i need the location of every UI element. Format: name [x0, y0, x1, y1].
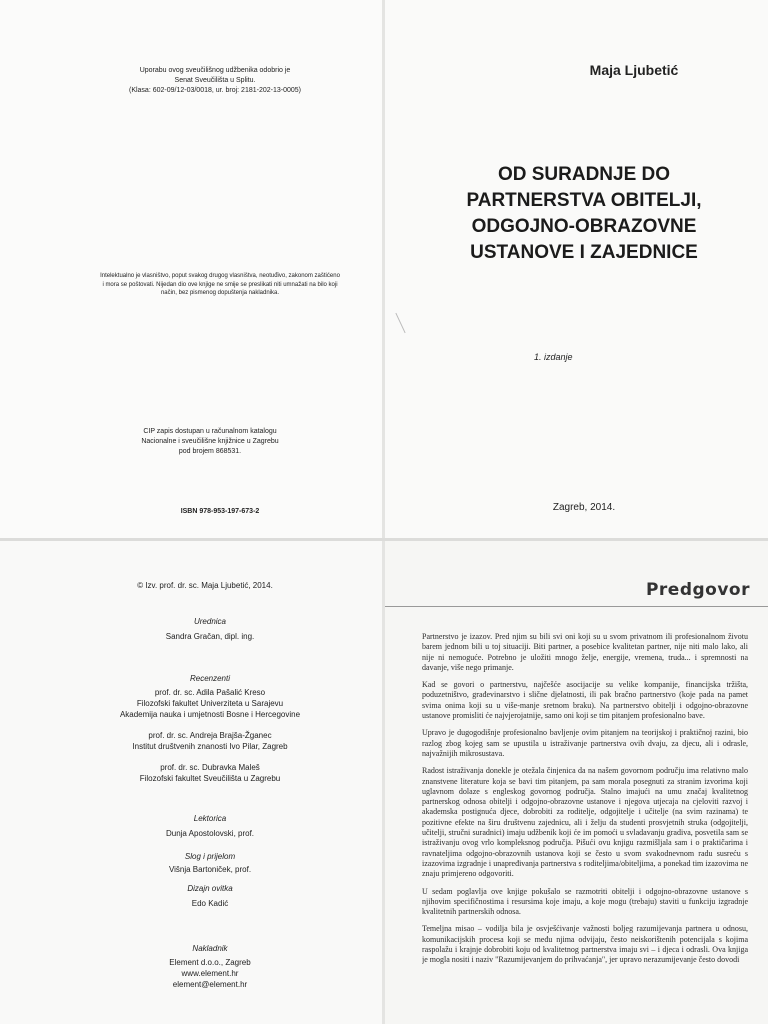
scan-mark [395, 313, 405, 333]
approval-line: (Klasa: 602-09/12-03/0018, ur. broj: 2181-202-13-0005) [128, 87, 301, 94]
reviewer-name: prof. dr. sc. Andreja Brajša-Žganec [148, 731, 272, 740]
author-name: Maja Ljubetić [589, 62, 679, 78]
copyright-page-top [0, 0, 384, 540]
cover-label: Dizajn ovitka [187, 884, 233, 893]
approval-line: Senat Sveučilišta u Splitu. [174, 77, 256, 84]
foreword-heading: Predgovor [645, 580, 750, 600]
title-page [384, 0, 768, 540]
copyright-holder: © Izv. prof. dr. sc. Maja Ljubetić, 2014. [137, 581, 273, 590]
title-line: PARTNERSTVA OBITELJI, [466, 190, 702, 211]
cip-line: CIP zapis dostupan u računalnom katalogu [143, 428, 277, 435]
layout-label: Slog i prijelom [184, 852, 236, 861]
page-gutter [382, 0, 385, 1024]
reviewer-affiliation: Akademija nauka i umjetnosti Bosne i Hercegovine [119, 710, 301, 719]
publisher-label: Nakladnik [192, 944, 228, 953]
title-line: OD SURADNJE DO [497, 164, 671, 185]
cover-block [110, 883, 310, 909]
reviewer-affiliation: Filozofski fakultet Univerziteta u Sarajevu [136, 699, 284, 708]
approval-line: Uporabu ovog sveučilišnog udžbenika odobrio je [139, 67, 291, 74]
reviewer-2 [70, 730, 350, 752]
reviewer-affiliation: Institut društvenih znanosti Ivo Pilar, Zagreb [132, 742, 288, 751]
place-year: Zagreb, 2014. [552, 502, 616, 513]
foreword-body [422, 632, 748, 966]
publisher-name: Element d.o.o., Zagreb [169, 958, 251, 967]
title-line: ODGOJNO-OBRAZOVNE [471, 216, 697, 237]
cip-line: Nacionalne i sveučilišne knjižnice u Zagrebu [141, 438, 279, 445]
proofreader-label: Lektorica [193, 814, 227, 823]
imprint-page [0, 540, 384, 1024]
reviewers-block [70, 673, 350, 784]
foreword-paragraph: Radost istraživanja donekle je otežala činjenica da na našem govornom području ima relativno malo znanstvene literature koja se bavi tim pitanjem, pa sam morala posegnuti za stranim izvorima koji uglavnom dolaze s engleskog govornog područja. Stalno imajući na umu značaj kvalitetnog partnerskog odnosa obitelji i odgojno-obrazovne ustanove i njegova utjecaja na cjeloviti razvoj i akademska postignuća djece, dobrobiti za roditelje, odgojitelje i učitelje (na svim razinama) te pozitivne efekte na širu društvenu zajednicu, ali i želju da studenti prosvjetnih struka (odgojitelji, učitelji, stručni suradnici) imaju udžbenik koji će im pomoći u svladavanju gradiva, posvetila sam se istraživanju ovog vrlo kompleksnog područja. Pišući ovu knjigu razmišljala sam i o praktičarima i ravnateljima odgojno-obrazovnih ustanova koji se često u svom svakodnevnom radu susreću s izazovima izgradnje i unapređivanja partnerstva s roditeljima/obiteljima, a ponekad tim izazovima ne znaju primjereno odgovoriti. [422, 766, 748, 879]
layout-designer: Višnja Bartoniček, prof. [168, 865, 252, 874]
copyright-line: i mora se poštovati. Nijedan dio ove knjige ne smije se preslikati niti umnažati na bilo koji [102, 281, 338, 288]
title-line: USTANOVE I ZAJEDNICE [470, 242, 698, 263]
publisher-email: element@element.hr [172, 980, 248, 989]
cip-line: pod brojem 868531. [178, 448, 242, 455]
proofreader: Dunja Apostolovski, prof. [165, 829, 255, 838]
editor-block [110, 616, 310, 642]
edition: 1. izdanje [534, 352, 573, 362]
book-title [419, 162, 749, 266]
cover-designer: Edo Kadić [191, 899, 229, 908]
scan-divider [0, 538, 768, 541]
foreword-paragraph: Upravo je dugogodišnje profesionalno bavljenje ovim pitanjem na teorijskoj i praktičnoj razini, bio razlog zbog kojeg sam se upustila u istraživanje partnerstva ovih dvaju, za djecu, ali i odrasle, najvažnijih mikrosustava. [422, 728, 748, 758]
foreword-page [384, 540, 768, 1024]
approval-note [100, 66, 330, 96]
reviewer-affiliation: Filozofski fakultet Sveučilišta u Zagrebu [139, 774, 281, 783]
publisher-block [110, 943, 310, 990]
publisher-website: www.element.hr [181, 969, 239, 978]
isbn: ISBN 978-953-197-673-2 [180, 508, 260, 515]
reviewers-label: Recenzenti [189, 674, 231, 683]
layout-block [110, 851, 310, 875]
copyright-line: Intelektualno je vlasništvo, poput svakog drugog vlasništva, neotuđivo, zakonom zaštićeno [100, 273, 340, 279]
foreword-paragraph: U sedam poglavlja ove knjige pokušalo se razmotriti obitelji i odgojno-obrazovne ustanove s njihovim specifičnostima i resursima koje imaju, a koje mogu (trebaju) staviti u funkciju izgradnje kvalitetnih partnerskih odnosa. [422, 886, 748, 917]
foreword-paragraph: Temeljna misao – vodilja bila je osvješćivanje važnosti boljeg razumijevanja partnera u odnosu, komunikacijskih procesa koji se među njima odvijaju, često neiskorištenih potencijala s kojima raspolažu i krajnje dobrobiti koju od kvalitetnog partnerstva imaju svi – i djeca i odrasli. Ova knjiga je mogla nositi i naziv "Razumijevanjem do prihvaćanja", jer upravo nerazumijevanje često dovodi [422, 924, 748, 965]
reviewer-3 [70, 762, 350, 784]
cip-note [110, 427, 310, 457]
reviewer-name: prof. dr. sc. Adila Pašalić Kreso [154, 688, 266, 697]
copyright-line: način, bez pismenog dopuštenja nakladnika. [160, 290, 280, 296]
foreword-header [384, 578, 768, 607]
reviewer-name: prof. dr. sc. Dubravka Maleš [160, 763, 260, 772]
proofreader-block [110, 813, 310, 839]
reviewer-1 [70, 687, 350, 720]
foreword-paragraph: Partnerstvo je izazov. Pred njim su bili svi oni koji su u svom privatnom ili profesionalnom životu barem jednom bili u toj situaciji. Biti partner, a posebice kvalitetan partner, nije niti malo lako, ali nije ni nemoguće. Potrebno je uložiti mnogo želje, energije, vremena, truda... i spremnosti na davanje, više nego primanje. [422, 632, 748, 672]
editor: Sandra Gračan, dipl. ing. [165, 632, 255, 641]
copyright-notice [70, 272, 370, 298]
foreword-paragraph: Kad se govori o partnerstvu, najčešće asocijacije su velike kompanije, financijska tržišta, poduzetništvo, građevinarstvo i slične djelatnosti, ili pak bračno partnerstvo (koje pada na pamet svima onima koji su u više-manje sretnom braku). Na partnerstvo obitelji i odgojno-obrazovne ustanove promisliti će najvjerojatnije, samo oni koji se tim pitanjem profesionalno bave. [422, 680, 748, 721]
editor-label: Urednica [193, 617, 226, 626]
